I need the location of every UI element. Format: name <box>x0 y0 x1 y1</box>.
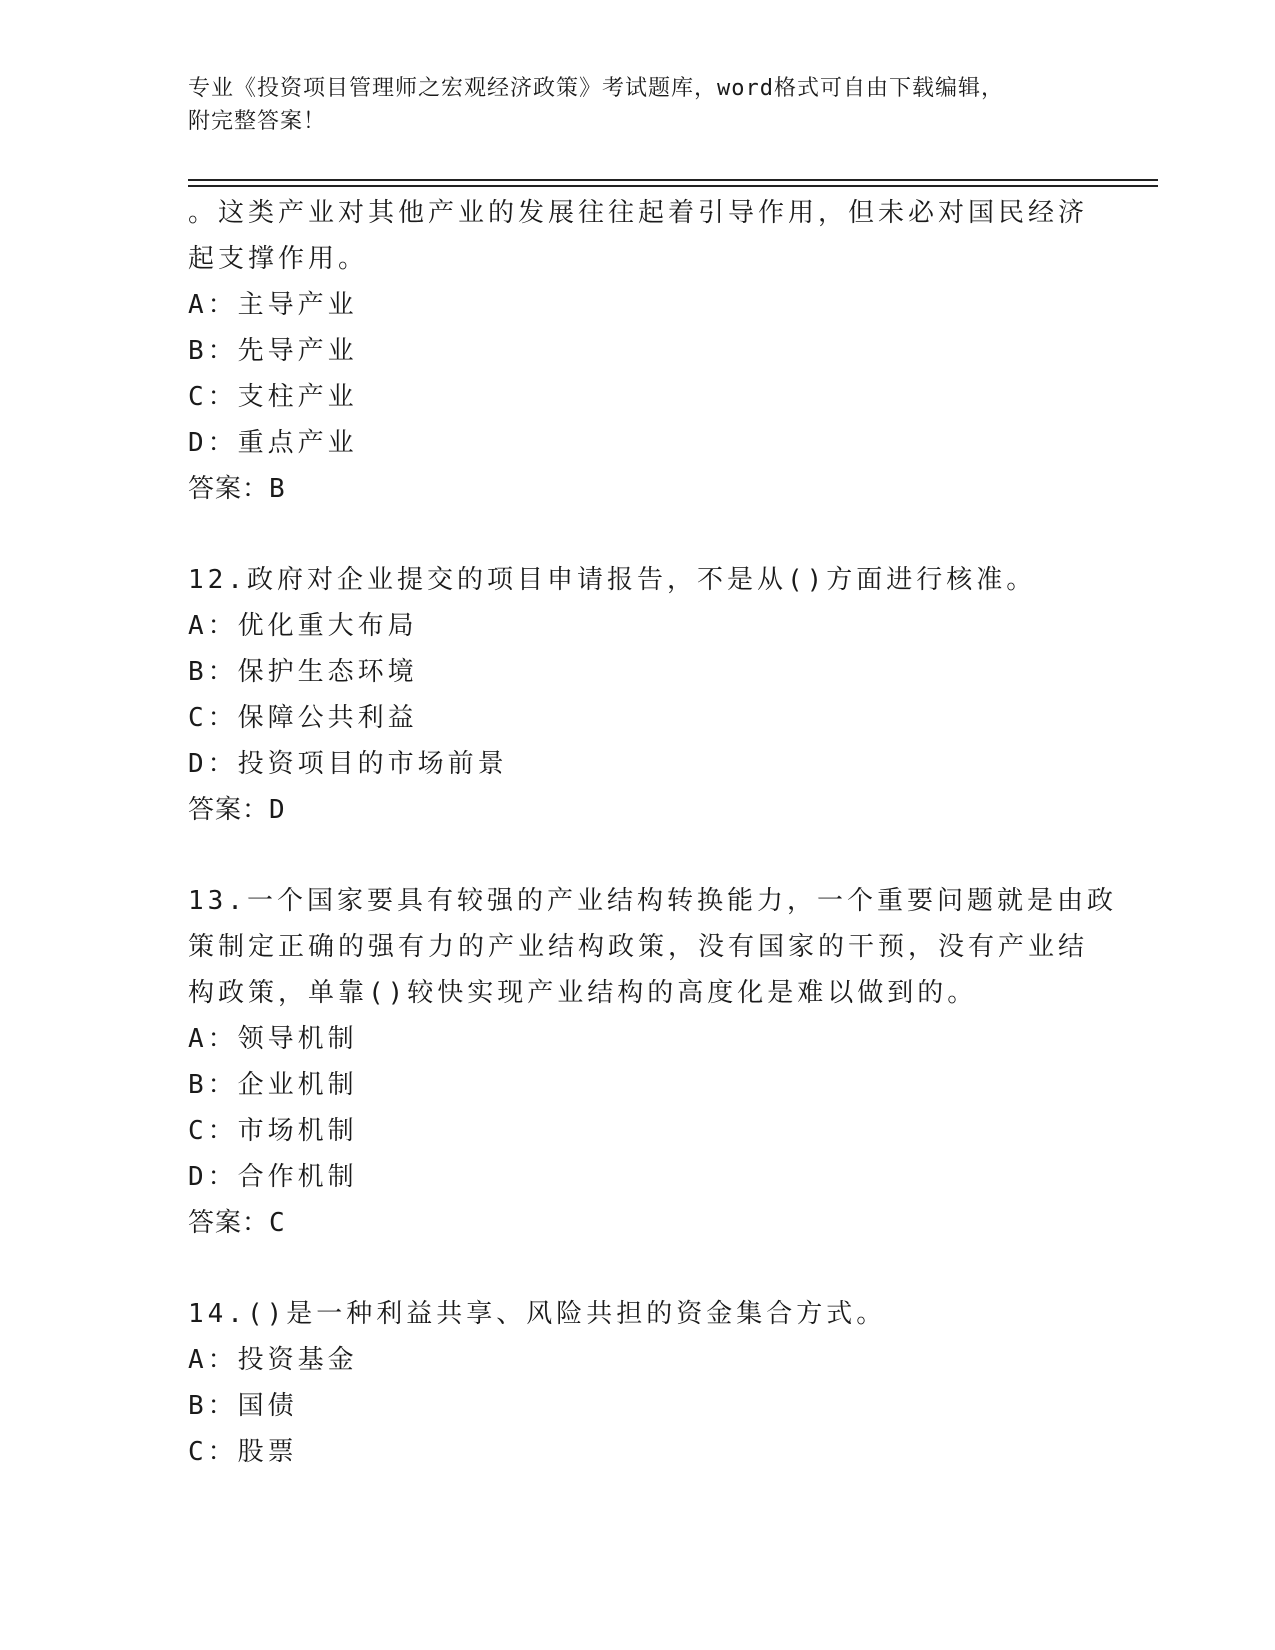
spacer <box>188 833 1088 878</box>
question-block <box>188 557 1088 833</box>
option-d: D：合作机制 <box>188 1162 358 1192</box>
option-a: A：领导机制 <box>188 1024 358 1054</box>
option-b: B：企业机制 <box>188 1070 358 1100</box>
header-divider-secondary <box>188 185 1158 187</box>
spacer <box>188 1246 1088 1291</box>
question-stem-line: 。这类产业对其他产业的发展往往起着引导作用，但未必对国民经济 <box>188 198 1089 228</box>
spacer <box>188 512 1088 557</box>
question-list <box>188 190 1117 1475</box>
question-stem-line: 起支撑作用。 <box>188 244 369 274</box>
header-line-1: 专业《投资项目管理师之宏观经济政策》考试题库，word格式可自由下载编辑， <box>188 76 1004 101</box>
question-block <box>188 878 1117 1246</box>
option-c: C：保障公共利益 <box>188 703 418 733</box>
question-stem-line: 构政策，单靠()较快实现产业结构的高度化是难以做到的。 <box>188 978 978 1008</box>
question-block <box>188 1291 1088 1475</box>
option-d: D：投资项目的市场前景 <box>188 749 508 779</box>
option-d: D：重点产业 <box>188 428 358 458</box>
option-b: B：国债 <box>188 1391 298 1421</box>
option-b: B：先导产业 <box>188 336 358 366</box>
option-a: A：投资基金 <box>188 1345 358 1375</box>
answer-line: 答案：D <box>188 795 286 825</box>
document-header <box>188 72 1068 138</box>
option-c: C：股票 <box>188 1437 298 1467</box>
header-line-2: 附完整答案！ <box>188 109 327 134</box>
answer-line: 答案：C <box>188 1208 286 1238</box>
question-block <box>188 190 1088 512</box>
option-a: A：主导产业 <box>188 290 358 320</box>
option-b: B：保护生态环境 <box>188 657 418 687</box>
answer-line: 答案：B <box>188 474 286 504</box>
option-c: C：市场机制 <box>188 1116 358 1146</box>
option-a: A：优化重大布局 <box>188 611 418 641</box>
option-c: C：支柱产业 <box>188 382 358 412</box>
question-stem-line: 12.政府对企业提交的项目申请报告，不是从()方面进行核准。 <box>188 565 1037 595</box>
header-divider <box>188 179 1158 181</box>
question-stem-line: 14.()是一种利益共享、风险共担的资金集合方式。 <box>188 1299 887 1329</box>
question-stem-line: 策制定正确的强有力的产业结构政策，没有国家的干预，没有产业结 <box>188 932 1089 962</box>
question-stem-line: 13.一个国家要具有较强的产业结构转换能力，一个重要问题就是由政 <box>188 886 1117 916</box>
